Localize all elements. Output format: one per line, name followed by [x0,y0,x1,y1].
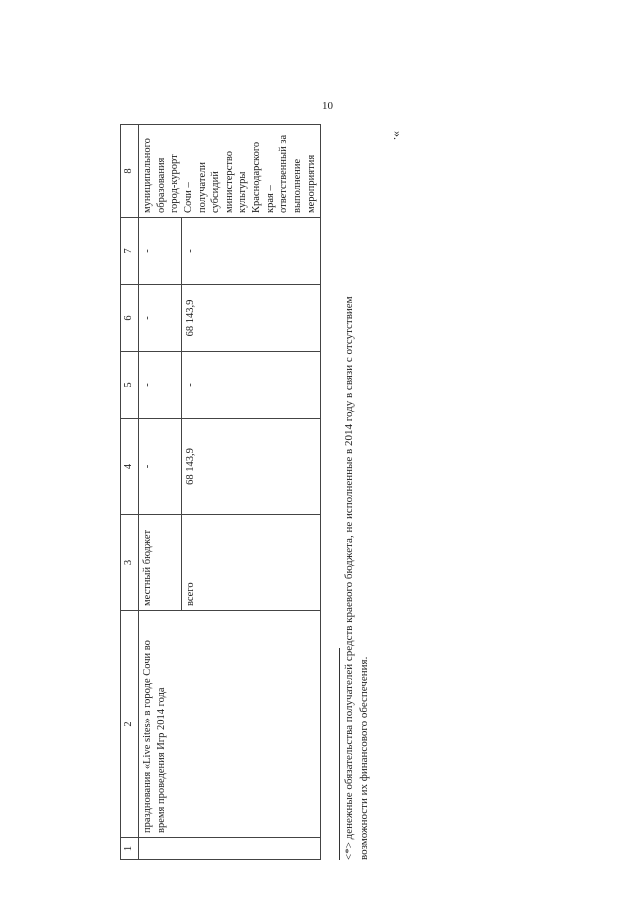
footnote [342,125,372,860]
responsible-line: город-курорт [169,154,181,213]
col4-cell [139,419,321,515]
activity-name-cell: празднования «Live sites» в городе Сочи во время проведения Игр 2014 года [139,611,321,838]
col5-cell [139,352,321,419]
row-number-cell [139,838,321,860]
header-col-5: 5 [121,352,139,419]
responsible-party-cell [139,125,321,218]
funding-source-cell [139,515,321,611]
responsible-line: Краснодарского [251,141,263,213]
responsible-line: культуры [237,171,249,213]
responsible-line: края – [264,185,276,213]
col5-total-value: - [182,352,200,418]
header-col-2: 2 [121,611,139,838]
responsible-line: образования [155,157,167,213]
col7-cell [139,218,321,285]
header-col-7: 7 [121,218,139,285]
funding-source-total: всего [182,515,200,610]
header-col-4: 4 [121,419,139,515]
col7-local-value: - [142,249,153,253]
responsible-line: выполнение [292,158,304,213]
header-col-8: 8 [121,125,139,218]
responsible-line: Сочи – [182,182,194,213]
col4-total-value: 68 143,9 [182,419,200,514]
col6-cell [139,285,321,352]
rotated-document-block [120,125,385,860]
col6-total-value: 68 143,9 [182,285,200,351]
col4-local-value: - [142,464,153,469]
responsible-line: получатели [196,162,208,213]
program-activities-table [120,124,321,860]
closing-quote-mark: ». [391,131,405,140]
col7-total-value: - [182,218,200,284]
responsible-line: муниципального [142,138,153,213]
footnote-separator [339,648,340,860]
page-number: 10 [322,100,333,112]
responsible-line: ответственный за [278,134,290,213]
header-col-1: 1 [121,838,139,860]
responsible-line: мероприятия [305,154,317,213]
responsible-line: субсидий [210,171,222,213]
table-row [139,125,321,860]
funding-source-local: местный бюджет [142,529,153,606]
responsible-line: министерство [223,150,235,213]
header-row [121,125,139,860]
header-col-6: 6 [121,285,139,352]
footnote-line-2: возможности их финансового обеспечения. [357,656,370,860]
col6-local-value: - [142,316,153,320]
header-col-3: 3 [121,515,139,611]
col5-local-value: - [142,383,153,387]
footnote-line-1: <*> денежные обязательства получателей средств краевого бюджета, не исполненные в 2014 году в связи с отсутствием [343,296,355,860]
